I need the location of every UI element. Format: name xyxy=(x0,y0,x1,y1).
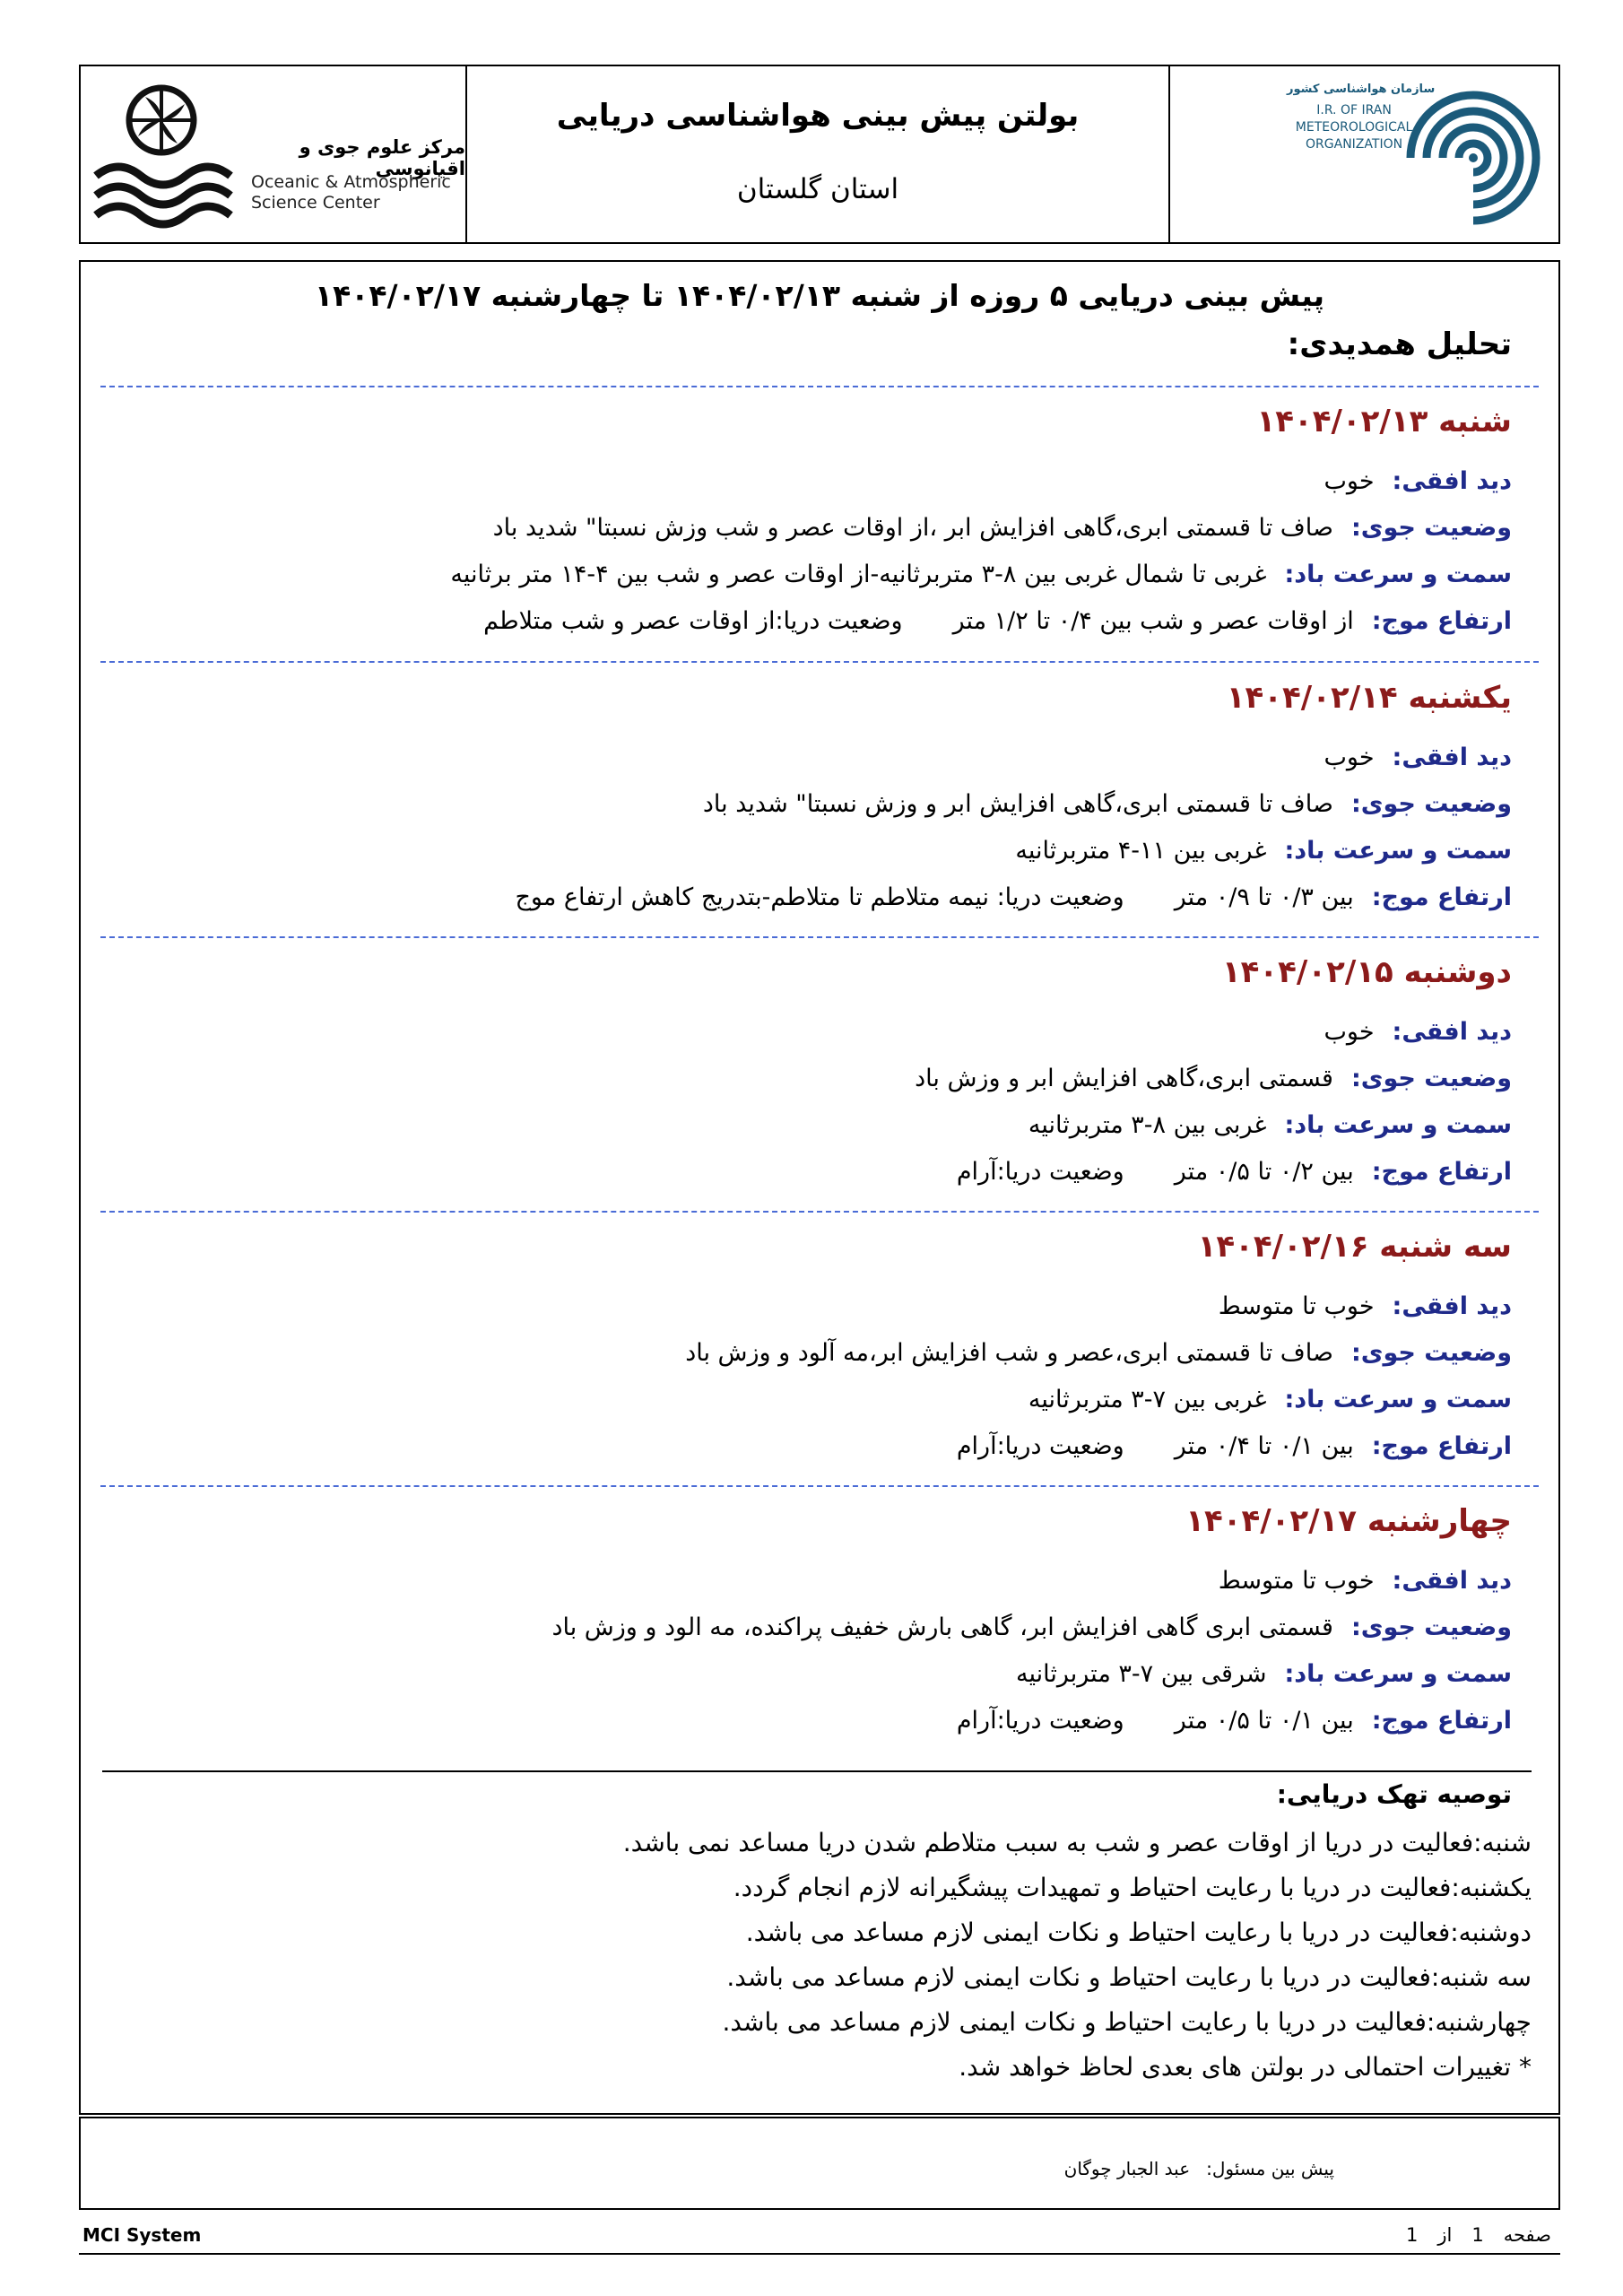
wave-label: ارتفاع موج: xyxy=(1371,1431,1512,1460)
forecaster-name: عبد الجبار چوگان xyxy=(1063,2158,1191,2179)
weather-value: قسمتی ابری،گاهی افزایش ابر و وزش باد xyxy=(915,1064,1333,1092)
weather-row xyxy=(81,1329,1512,1376)
day-title: دوشنبه ۱۴۰۴/۰۲/۱۵ xyxy=(1221,954,1512,990)
wind-value: غربی بین ۷-۳ متربرثانیه xyxy=(1028,1385,1267,1413)
footer-rule xyxy=(79,2253,1560,2255)
sea-state-value: وضعیت دریا:آرام xyxy=(956,1157,1124,1186)
header-title-block xyxy=(465,66,1168,242)
visibility-value: خوب تا متوسط xyxy=(1218,1292,1375,1320)
weather-value: صاف تا قسمتی ابری،گاهی افزایش ابر و وزش نسبتا" شدید باد xyxy=(702,789,1333,818)
visibility-label: دید افقی: xyxy=(1392,1017,1512,1046)
bulletin-header xyxy=(79,65,1560,244)
wave-label: ارتفاع موج: xyxy=(1371,606,1512,635)
forecaster xyxy=(1064,2158,1334,2179)
divider xyxy=(100,661,1539,663)
day-title: چهارشنبه ۱۴۰۴/۰۲/۱۷ xyxy=(1185,1503,1512,1539)
sea-state-value: وضعیت دریا:از اوقات عصر و شب متلاطم xyxy=(483,606,903,635)
day-forecast xyxy=(81,680,1512,920)
day-title: شنبه ۱۴۰۴/۰۲/۱۳ xyxy=(1256,404,1512,439)
forecast-title: پیش بینی دریایی ۵ روزه از شنبه ۱۴۰۴/۰۲/۱۳ تا چهارشنبه ۱۴۰۴/۰۲/۱۷ xyxy=(314,278,1325,313)
irimo-name-en-line3: ORGANIZATION xyxy=(1306,137,1403,152)
divider xyxy=(100,386,1539,387)
advice-item: سه شنبه:فعالیت در دریا با رعایت احتیاط و نکات ایمنی لازم مساعد می باشد. xyxy=(726,1962,1532,1992)
weather-row xyxy=(81,1055,1512,1101)
oasc-name-en-line2: Science Center xyxy=(251,193,380,213)
advice-title: توصیه تهک دریایی: xyxy=(1276,1779,1512,1809)
advice-list xyxy=(97,1821,1532,2090)
day-forecast xyxy=(81,1229,1512,1469)
wave-value: بین ۰/۱ تا ۰/۵ متر xyxy=(1174,1706,1354,1735)
wind-label: سمت و سرعت باد: xyxy=(1284,560,1512,588)
wind-row xyxy=(81,551,1512,597)
weather-label: وضعیت جوی: xyxy=(1350,513,1512,542)
visibility-label: دید افقی: xyxy=(1392,743,1512,771)
irimo-name-en-line2: METEOROLOGICAL xyxy=(1295,120,1413,135)
day-forecast xyxy=(81,1503,1512,1744)
synoptic-analysis-label: تحلیل همدیدی: xyxy=(1287,326,1512,362)
divider xyxy=(100,1211,1539,1213)
wave-label: ارتفاع موج: xyxy=(1371,1706,1512,1735)
page-current: 1 xyxy=(1471,2224,1484,2246)
wind-value: غربی بین ۸-۳ متربرثانیه xyxy=(1028,1110,1267,1139)
wind-label: سمت و سرعت باد: xyxy=(1284,1110,1512,1139)
weather-value: صاف تا قسمتی ابری،عصر و شب افزایش ابر،مه آلود و وزش باد xyxy=(685,1338,1333,1367)
wave-row xyxy=(81,1697,1512,1744)
wave-value: بین ۰/۱ تا ۰/۴ متر xyxy=(1174,1431,1354,1460)
province-name: استان گلستان xyxy=(736,173,899,205)
oasc-logo-icon xyxy=(91,77,235,230)
visibility-value: خوب تا متوسط xyxy=(1218,1566,1375,1595)
weather-value: قسمتی ابری گاهی افزایش ابر، گاهی بارش خفیف پراکنده، مه الود و وزش باد xyxy=(551,1613,1333,1641)
oasc-name-fa: مرکز علوم جوی و اقیانوسی xyxy=(299,136,465,179)
irimo-name-en-line1: I.R. OF IRAN xyxy=(1316,103,1392,117)
oasc-name-en-line1: Oceanic & Atmospheric xyxy=(251,172,451,192)
wind-value: غربی تا شمال غربی بین ۸-۳ متربرثانیه-از اوقات عصر و شب بین ۴-۱۴ متر برثانیه xyxy=(450,560,1267,588)
oasc-logo-block xyxy=(81,66,465,242)
wave-row xyxy=(81,1148,1512,1195)
day-forecast xyxy=(81,404,1512,644)
weather-label: وضعیت جوی: xyxy=(1350,789,1512,818)
page-total: 1 xyxy=(1405,2224,1419,2246)
divider xyxy=(100,936,1539,938)
wave-value: از اوقات عصر و شب بین ۰/۴ تا ۱/۲ متر xyxy=(952,606,1354,635)
wave-row xyxy=(81,874,1512,920)
sea-state-value: وضعیت دریا: نیمه متلاطم تا متلاطم-بتدریج کاهش ارتفاع موج xyxy=(515,883,1124,911)
visibility-row xyxy=(81,1283,1512,1329)
forecaster-label: پیش بین مسئول: xyxy=(1206,2158,1334,2179)
visibility-row xyxy=(81,734,1512,780)
wind-value: غربی بین ۱۱-۴ متربرثانیه xyxy=(1015,836,1267,865)
wind-value: شرقی بین ۷-۳ متربرثانیه xyxy=(1015,1659,1267,1688)
wind-row xyxy=(81,1376,1512,1422)
advice-item: شنبه:فعالیت در دریا از اوقات عصر و شب به سبب متلاطم شدن دریا مساعد نمی باشد. xyxy=(622,1828,1532,1857)
page-label: صفحه xyxy=(1503,2224,1551,2246)
wind-row xyxy=(81,1101,1512,1148)
day-title: سه شنبه ۱۴۰۴/۰۲/۱۶ xyxy=(1197,1229,1512,1265)
visibility-row xyxy=(81,1557,1512,1604)
wind-label: سمت و سرعت باد: xyxy=(1284,1659,1512,1688)
irimo-name-fa: سازمان هواشناسی کشور xyxy=(1287,83,1436,96)
divider xyxy=(100,1485,1539,1487)
forecast-panel xyxy=(79,260,1560,2115)
weather-row xyxy=(81,780,1512,827)
wave-label: ارتفاع موج: xyxy=(1371,883,1512,911)
advice-item: یکشنبه:فعالیت در دریا با رعایت احتیاط و تمهیدات پیشگیرانه لازم انجام گردد. xyxy=(733,1873,1532,1902)
weather-row xyxy=(81,504,1512,551)
visibility-value: خوب xyxy=(1324,743,1375,771)
weather-label: وضعیت جوی: xyxy=(1350,1613,1512,1641)
advice-divider xyxy=(102,1770,1532,1772)
wave-row xyxy=(81,1422,1512,1469)
weather-value: صاف تا قسمتی ابری،گاهی افزایش ابر ،از اوقات عصر و شب وزش نسبتا" شدید باد xyxy=(492,513,1333,542)
weather-row xyxy=(81,1604,1512,1650)
day-title: یکشنبه ۱۴۰۴/۰۲/۱۴ xyxy=(1226,680,1512,716)
wind-label: سمت و سرعت باد: xyxy=(1284,836,1512,865)
system-name: MCI System xyxy=(82,2224,202,2246)
advice-item: دوشنبه:فعالیت در دریا با رعایت احتیاط و نکات ایمنی لازم مساعد می باشد. xyxy=(745,1918,1532,1947)
weather-label: وضعیت جوی: xyxy=(1350,1064,1512,1092)
forecaster-box xyxy=(79,2117,1560,2210)
bulletin-title: بولتن پیش بینی هواشناسی دریایی xyxy=(556,98,1080,134)
wind-row xyxy=(81,1650,1512,1697)
visibility-row xyxy=(81,457,1512,504)
sea-state-value: وضعیت دریا:آرام xyxy=(956,1706,1124,1735)
wave-value: بین ۰/۳ تا ۰/۹ متر xyxy=(1174,883,1354,911)
advice-item: * تغییرات احتمالی در بولتن های بعدی لحاظ خواهد شد. xyxy=(959,2052,1532,2082)
wind-label: سمت و سرعت باد: xyxy=(1284,1385,1512,1413)
visibility-label: دید افقی: xyxy=(1392,1292,1512,1320)
visibility-value: خوب xyxy=(1324,1017,1375,1046)
sea-state-value: وضعیت دریا:آرام xyxy=(956,1431,1124,1460)
visibility-label: دید افقی: xyxy=(1392,466,1512,495)
advice-item: چهارشنبه:فعالیت در دریا با رعایت احتیاط و نکات ایمنی لازم مساعد می باشد. xyxy=(722,2007,1532,2037)
day-forecast xyxy=(81,954,1512,1195)
page-number xyxy=(1386,2224,1551,2246)
wave-row xyxy=(81,597,1512,644)
weather-label: وضعیت جوی: xyxy=(1350,1338,1512,1367)
wave-label: ارتفاع موج: xyxy=(1371,1157,1512,1186)
visibility-row xyxy=(81,1008,1512,1055)
wave-value: بین ۰/۲ تا ۰/۵ متر xyxy=(1174,1157,1354,1186)
visibility-label: دید افقی: xyxy=(1392,1566,1512,1595)
wind-row xyxy=(81,827,1512,874)
oasc-name-en xyxy=(251,172,451,213)
irimo-logo-block xyxy=(1168,66,1558,242)
visibility-value: خوب xyxy=(1324,466,1375,495)
page-of: از xyxy=(1437,2224,1453,2246)
irimo-logo-icon xyxy=(1402,86,1545,230)
